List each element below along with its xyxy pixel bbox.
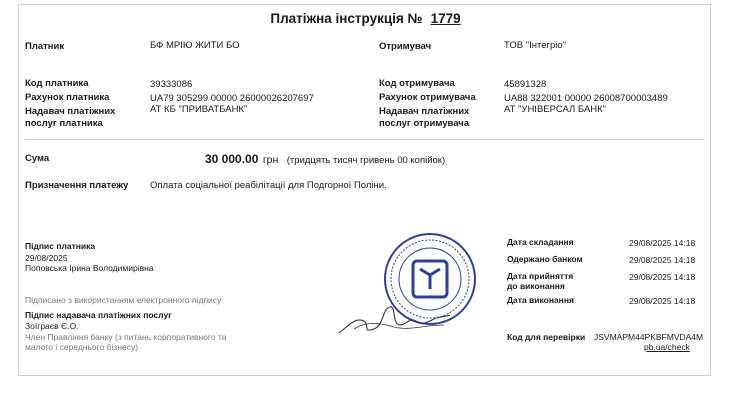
accepted-date-label-1: Дата прийняття xyxy=(507,271,574,281)
sum-currency: грн xyxy=(262,154,279,166)
provider-signer-role-1: Член Правління банку (з питань корпоративного та xyxy=(25,332,227,342)
receiver-provider-label-1: Надавач платіжних xyxy=(379,106,470,117)
executed-date-label: Дата виконання xyxy=(507,295,574,305)
received-date: 29/08/2025 14:18 xyxy=(629,255,696,265)
e-signature-note: Підписано з використанням електронного підпису xyxy=(25,295,222,305)
payer-code-label: Код платника xyxy=(25,78,89,89)
receiver-name: ТОВ "Інтегріо" xyxy=(504,40,567,51)
payer-account: UA79 305299 00000 26000026207697 xyxy=(150,93,314,104)
received-date-label: Одержано банком xyxy=(507,254,583,264)
receiver-account: UA88 322001 00000 26008700003489 xyxy=(504,93,668,104)
payer-signature-date: 29/08/2025 xyxy=(25,253,68,263)
receiver-account-label: Рахунок отримувача xyxy=(379,92,476,103)
payment-instruction-document xyxy=(18,4,711,376)
divider xyxy=(25,139,704,140)
provider-signature-label: Підпис надавача платіжних послуг xyxy=(25,310,172,320)
sum-in-words: (тридцять тисяч гривень 00 копійок) xyxy=(286,155,446,166)
verification-code-label: Код для перевірки xyxy=(507,332,586,342)
sum-amount-group xyxy=(205,150,445,168)
accepted-date: 29/08/2025 14:18 xyxy=(629,272,696,282)
verification-code: JSVMAPM44PKBFMVDA4M xyxy=(594,332,704,342)
receiver-code: 45891328 xyxy=(504,79,547,90)
receiver-provider-label-2: послуг отримувача xyxy=(379,118,470,129)
created-date: 29/08/2025 14:18 xyxy=(629,238,696,248)
payer-code: 39333086 xyxy=(150,79,193,90)
payer-label: Платник xyxy=(25,41,65,52)
provider-signer-name: Зоїграєв Є.О. xyxy=(25,321,79,331)
payer-signature-label: Підпис платника xyxy=(25,241,96,251)
sum-amount: 30 000.00 xyxy=(205,152,259,166)
provider-signer-role-2: малого і середнього бізнесу) xyxy=(25,342,139,352)
payer-provider: АТ КБ "ПРИВАТБАНК" xyxy=(150,104,248,115)
purpose-text: Оплата соціальної реабілітації для Подгорної Поліни. xyxy=(150,180,387,191)
created-date-label: Дата складання xyxy=(507,237,574,247)
verification-link[interactable]: pb.ua/check xyxy=(644,342,690,352)
payer-signer-name: Поповська Ірина Володимирівна xyxy=(25,263,154,273)
payer-provider-label-2: послуг платника xyxy=(25,118,103,129)
receiver-code-label: Код отримувача xyxy=(379,78,455,89)
title-text: Платіжна інструкція № xyxy=(270,11,423,26)
instruction-number: 1779 xyxy=(430,11,461,26)
payer-account-label: Рахунок платника xyxy=(25,92,110,103)
executed-date: 29/08/2025 14:18 xyxy=(629,296,696,306)
document-title xyxy=(19,11,712,26)
accepted-date-label-2: до виконання xyxy=(507,281,565,291)
receiver-label: Отримувач xyxy=(379,41,432,52)
sum-label: Сума xyxy=(25,153,50,164)
bank-stamp-seal xyxy=(382,231,478,327)
payer-name: БФ МРІЮ ЖИТИ БО xyxy=(150,40,240,51)
purpose-label: Призначення платежу xyxy=(25,180,129,191)
receiver-provider: АТ "УНІВЕРСАЛ БАНК" xyxy=(504,104,607,115)
payer-provider-label-1: Надавач платіжних xyxy=(25,106,116,117)
